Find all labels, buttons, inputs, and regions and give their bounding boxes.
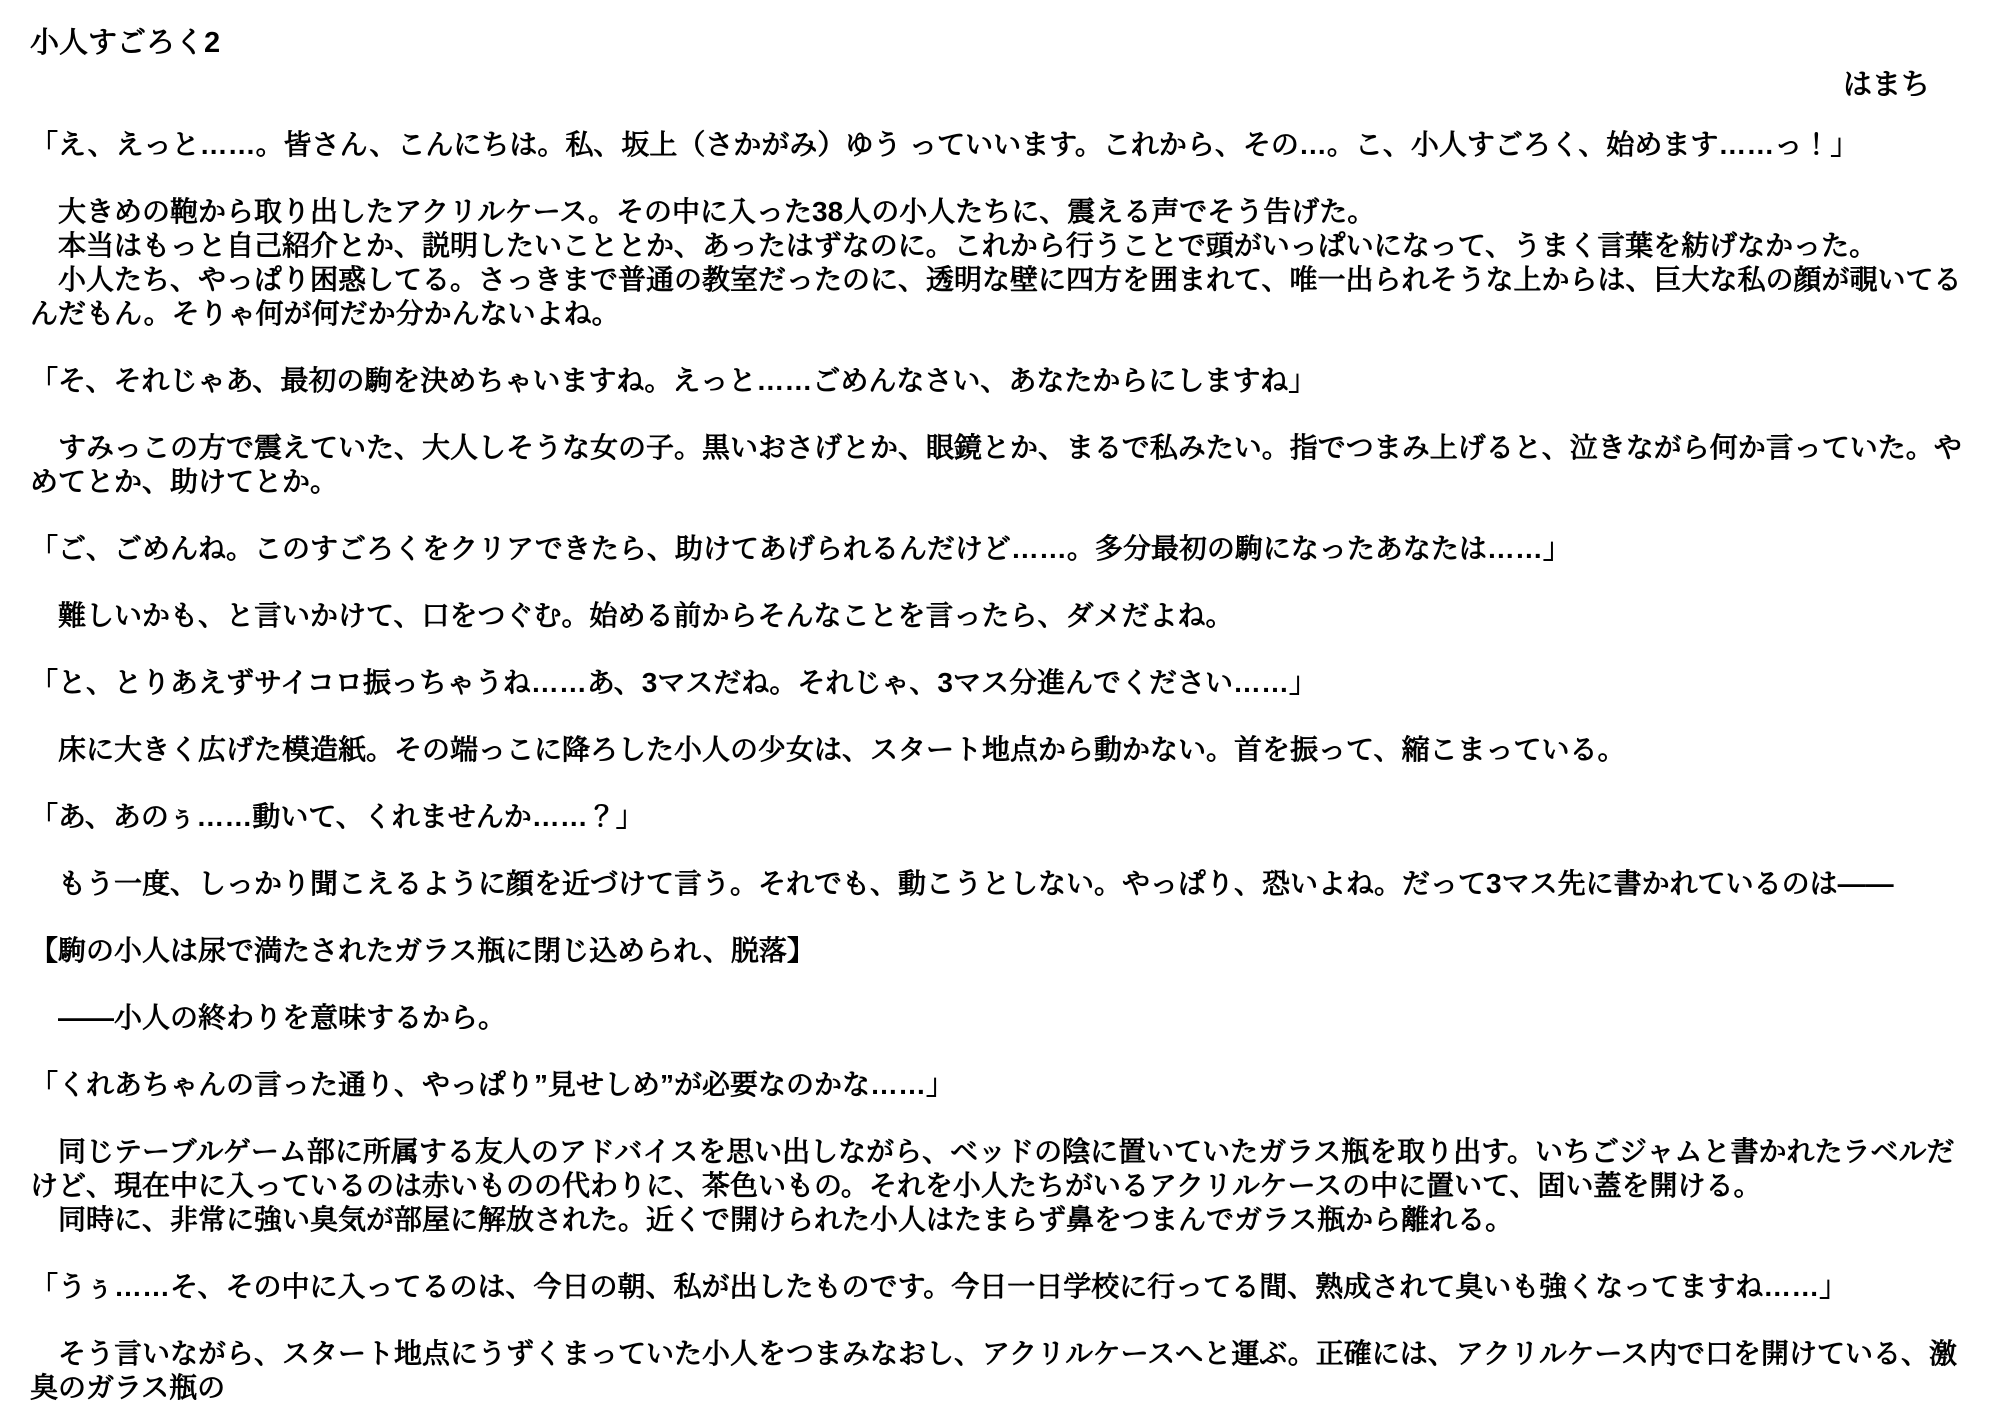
narration-line: もう一度、しっかり聞こえるように顔を近づけて言う。それでも、動こうとしない。やっぱり、恐いよね。だって3マス先に書かれているのは―― <box>30 868 1894 899</box>
page-title: 小人すごろく2 <box>30 27 221 59</box>
paragraph-block <box>30 532 1976 566</box>
paragraph-block <box>30 1135 1976 1237</box>
paragraph-block <box>30 1001 1976 1035</box>
paragraph-block <box>30 800 1976 834</box>
dialogue-line: 「え、えっと……。皆さん、こんにちは。私、坂上（さかがみ）ゆう っていいます。これから、その…。こ、小人すごろく、始めます……っ！」 <box>30 129 1859 160</box>
narration-line: ――小人の終わりを意味するから。 <box>30 1002 507 1033</box>
narration-line: そう言いながら、スタート地点にうずくまっていた小人をつまみなおし、アクリルケースへと運ぶ。正確には、アクリルケース内で口を開けている、激臭のガラス瓶の <box>30 1338 1957 1403</box>
paragraph-block <box>30 1337 1976 1405</box>
paragraph-block <box>30 666 1976 700</box>
paragraph-block <box>30 599 1976 633</box>
paragraph-block <box>30 934 1976 968</box>
paragraph-block <box>30 1068 1976 1102</box>
dialogue-line: 「くれあちゃんの言った通り、やっぱり”見せしめ”が必要なのかな……」 <box>30 1069 955 1100</box>
paragraph-block <box>30 733 1976 767</box>
paragraph-block <box>30 1270 1976 1304</box>
paragraph-block <box>30 195 1976 331</box>
dialogue-line: 「と、とりあえずサイコロ振っちゃうね……あ、3マスだね。それじゃ、3マス分進んでください……」 <box>30 667 1317 698</box>
narration-line: 同じテーブルゲーム部に所属する友人のアドバイスを思い出しながら、ベッドの陰に置いていたガラス瓶を取り出す。いちごジャムと書かれたラベルだけど、現在中に入っているのは赤いものの代わりに、茶色いもの。それを小人たちがいるアクリルケースの中に置いて、固い蓋を開ける。 <box>30 1136 1955 1201</box>
dialogue-line: 「うぅ……そ、その中に入ってるのは、今日の朝、私が出したものです。今日一日学校に行ってる間、熟成されて臭いも強くなってますね……」 <box>30 1271 1848 1302</box>
narration-line: 本当はもっと自己紹介とか、説明したいこととか、あったはずなのに。これから行うことで頭がいっぱいになって、うまく言葉を紡げなかった。 <box>30 230 1878 261</box>
narration-line: 小人たち、やっぱり困惑してる。さっきまで普通の教室だったのに、透明な壁に四方を囲まれて、唯一出られそうな上からは、巨大な私の顔が覗いてるんだもん。そりゃ何が何だか分かんないよね。 <box>30 264 1962 329</box>
story-body <box>30 128 1976 1405</box>
narration-line: 同時に、非常に強い臭気が部屋に解放された。近くで開けられた小人はたまらず鼻をつまんでガラス瓶から離れる。 <box>30 1204 1514 1235</box>
author-name: はまち <box>1842 69 1930 101</box>
paragraph-block <box>30 128 1976 162</box>
narration-line: すみっこの方で震えていた、大人しそうな女の子。黒いおさげとか、眼鏡とか、まるで私みたい。指でつまみ上げると、泣きながら何か言っていた。やめてとか、助けてとか。 <box>30 432 1962 497</box>
dialogue-line: 「そ、それじゃあ、最初の駒を決めちゃいますね。えっと……ごめんなさい、あなたからにしますね」 <box>30 365 1317 396</box>
narration-line: 床に大きく広げた模造紙。その端っこに降ろした小人の少女は、スタート地点から動かない。首を振って、縮こまっている。 <box>30 734 1626 765</box>
dialogue-line: 「あ、あのぅ……動いて、くれませんか……？」 <box>30 801 644 832</box>
paragraph-block <box>30 867 1976 901</box>
paragraph-block <box>30 431 1976 499</box>
event-label-line: 【駒の小人は尿で満たされたガラス瓶に閉じ込められ、脱落】 <box>30 935 815 966</box>
narration-line: 大きめの鞄から取り出したアクリルケース。その中に入った38人の小人たちに、震える声でそう告げた。 <box>30 196 1376 227</box>
paragraph-block <box>30 364 1976 398</box>
dialogue-line: 「ご、ごめんね。このすごろくをクリアできたら、助けてあげられるんだけど……。多分最初の駒になったあなたは……」 <box>30 533 1571 564</box>
narration-line: 難しいかも、と言いかけて、口をつぐむ。始める前からそんなことを言ったら、ダメだよね。 <box>30 600 1234 631</box>
